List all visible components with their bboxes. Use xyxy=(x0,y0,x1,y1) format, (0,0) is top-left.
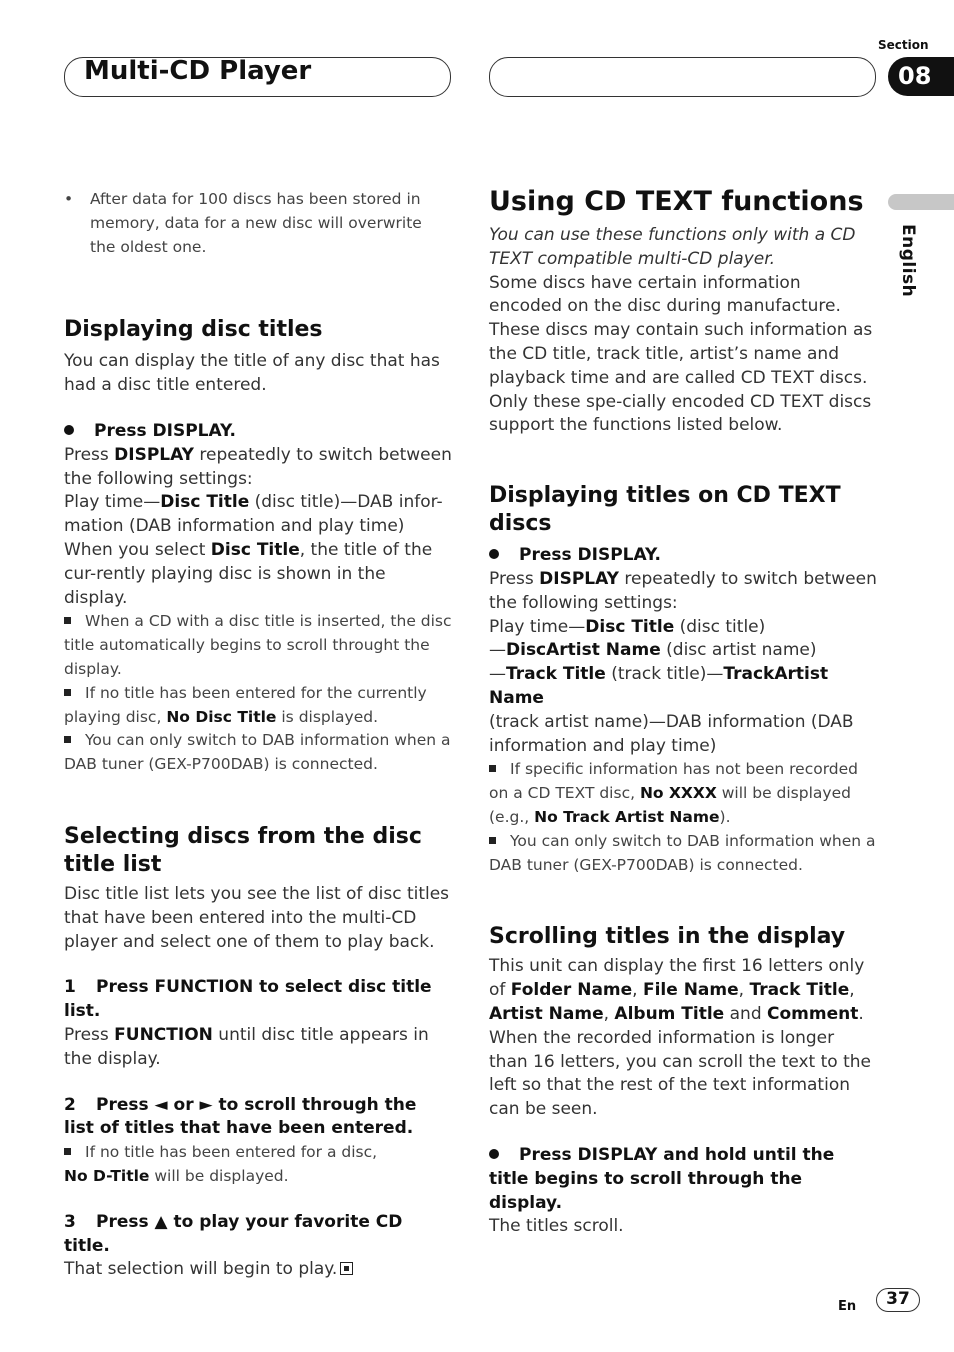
cd-text-italic-note: You can use these functions only with a CD TEXT compatible multi-CD player. xyxy=(489,225,856,269)
page-header-title: Multi-CD Player xyxy=(84,56,312,86)
language-tab-marker xyxy=(888,194,954,210)
displaying-intro: You can display the title of any disc that has had a disc title entered. xyxy=(64,351,440,396)
titles-p1: Press DISPLAY repeatedly to switch between the following settings: xyxy=(489,568,877,613)
note-square-icon xyxy=(64,617,71,624)
using-cd-text-heading: Using CD TEXT functions xyxy=(489,186,864,217)
selecting-step-1: 1 Press FUNCTION to select disc title list. xyxy=(64,977,432,1022)
scrolling-p2: When the recorded information is longer than 16 letters, you can scroll the text to the left so that the rest of the text information can be seen. xyxy=(489,1027,871,1120)
note-square-icon xyxy=(64,736,71,743)
displaying-titles-heading: Displaying titles on CD TEXT discs xyxy=(489,483,841,537)
note-square-icon xyxy=(64,689,71,696)
note-square-icon xyxy=(64,1148,71,1155)
displaying-note-3: You can only switch to DAB information when a DAB tuner (GEX-P700DAB) is connected. xyxy=(64,731,451,774)
step-bullet-icon xyxy=(489,1149,499,1159)
selecting-step-3: 3 Press ▲ to play your favorite CD title. xyxy=(64,1211,403,1256)
header-right-frame xyxy=(489,57,876,97)
selecting-step-1-body: Press FUNCTION until disc title appears in the display. xyxy=(64,1024,429,1069)
displaying-note-2: If no title has been entered for the currently playing disc, No Disc Title is displayed. xyxy=(64,683,427,726)
cd-text-body: Some discs have certain information encoded on the disc during manufacture. These discs may contain such information as the CD title, track title, artist’s name and playback time and are called CD TEXT discs. Only these spe-cially encoded CD TEXT discs support the functions listed below. xyxy=(489,272,873,436)
titles-step: Press DISPLAY. xyxy=(489,544,877,568)
titles-note-1: If specific information has not been recorded on a CD TEXT disc, No XXXX will be displayed (e.g., No Track Artist Name). xyxy=(489,760,859,826)
scrolling-titles-heading: Scrolling titles in the display xyxy=(489,924,846,950)
note-square-icon xyxy=(489,837,496,844)
titles-line-4: (track artist name)—DAB information (DAB information and play time) xyxy=(489,711,854,756)
displaying-p1: Press DISPLAY repeatedly to switch between the following settings: xyxy=(64,444,452,489)
scrolling-step: Press DISPLAY and hold until the title begins to scroll through the display. xyxy=(489,1144,835,1213)
top-bullet: • After data for 100 discs has been stored in memory, data for a new disc will overwrite the oldest one. xyxy=(64,190,422,256)
displaying-disc-titles-heading: Displaying disc titles xyxy=(64,317,323,343)
right-column xyxy=(489,186,877,1239)
selecting-step-3-body: That selection will begin to play. xyxy=(64,1258,452,1282)
displaying-step: Press DISPLAY. xyxy=(64,420,452,444)
selecting-intro: Disc title list lets you see the list of disc titles that have been entered into the multi-CD player and select one of them to play back. xyxy=(64,883,450,952)
selecting-step-2-note: If no title has been entered for a disc, No D-Title will be displayed. xyxy=(64,1143,378,1185)
step-bullet-icon xyxy=(64,425,74,435)
displaying-note-1: When a CD with a disc title is inserted, the disc title automatically begins to scroll throught the display. xyxy=(64,612,452,678)
language-tab-label: English xyxy=(898,224,918,298)
displaying-p2: Play time—Disc Title (disc title)—DAB infor-mation (DAB information and play time) xyxy=(64,492,443,537)
footer-language: En xyxy=(838,1299,857,1314)
displaying-p3: When you select Disc Title, the title of the cur-rently playing disc is shown in the display. xyxy=(64,539,433,608)
section-label: Section xyxy=(878,38,929,52)
selecting-discs-heading: Selecting discs from the disc title list xyxy=(64,823,422,877)
note-square-icon xyxy=(489,765,496,772)
step-bullet-icon xyxy=(489,549,499,559)
titles-line-1: Play time—Disc Title (disc title) xyxy=(489,616,766,637)
selecting-step-2: 2 Press ◄ or ► to scroll through the list of titles that have been entered. xyxy=(64,1094,417,1139)
scrolling-p1: This unit can display the first 16 letters only of Folder Name, File Name, Track Title, Artist Name, Album Title and Comment. xyxy=(489,956,865,1024)
scrolling-step-body: The titles scroll. xyxy=(489,1216,624,1237)
titles-line-2: —DiscArtist Name (disc artist name) xyxy=(489,640,817,661)
section-number-badge: 08 xyxy=(888,57,954,96)
end-of-section-icon xyxy=(340,1262,353,1275)
titles-line-3: —Track Title (track title)—TrackArtist Name xyxy=(489,664,829,708)
titles-note-2: You can only switch to DAB information when a DAB tuner (GEX-P700DAB) is connected. xyxy=(489,831,876,874)
page-number: 37 xyxy=(876,1288,920,1312)
left-column xyxy=(64,188,452,1282)
